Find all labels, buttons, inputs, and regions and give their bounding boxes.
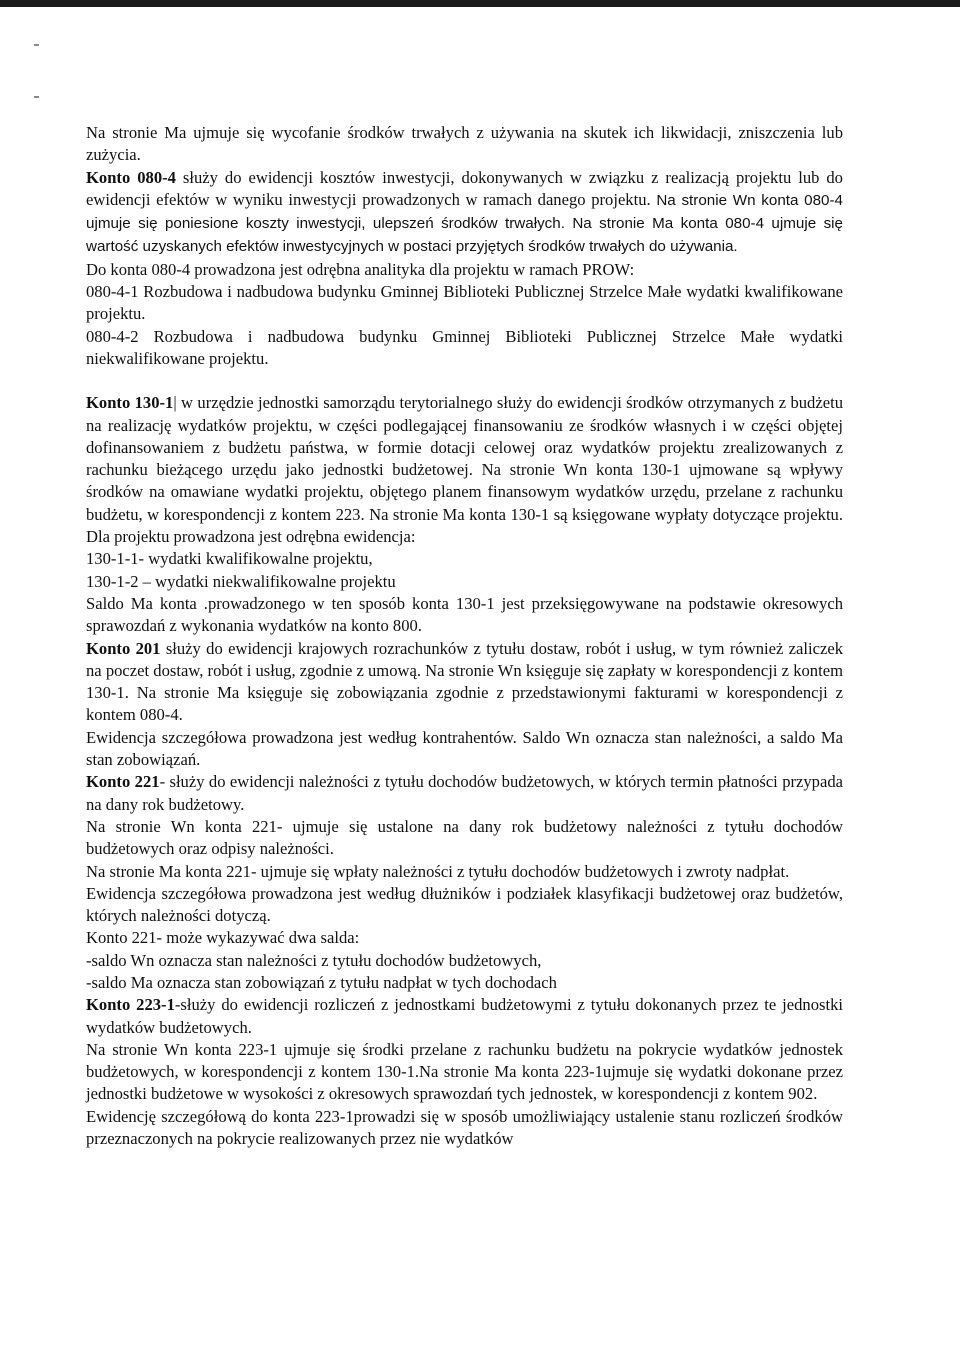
paragraph: Na stronie Wn konta 221- ujmuje się ustalone na dany rok budżetowy należności z tytułu dochodów budżetowych oraz odpisy należności.	[86, 816, 843, 859]
paragraph: Konto 221- służy do ewidencji należności z tytułu dochodów budżetowych, w których termin płatności przypada na dany rok budżetowy.	[86, 772, 844, 814]
document-body	[86, 122, 843, 1150]
paragraph: Na stronie Ma konta 221- ujmuje się wpłaty należności z tytułu dochodów budżetowych i zwroty nadpłat.	[86, 861, 790, 881]
paragraph: Konto 130-1| w urzędzie jednostki samorządu terytorialnego służy do ewidencji środków otrzymanych z budżetu na realizację wydatków projektu, w części podlegającej finansowaniu ze środków własnych i w części objętej dofinansowaniem z budżetu państwa, w formie dotacji celowej oraz wydatków projektu zrealizowanych z rachunku bieżącego urzędu jako jednostki budżetowej. Na stronie Wn konta 130-1 ujmowane są wpływy środków na omawiane wydatki projektu, objętego planem finansowym wydatków urzędu, przelane z rachunku budżetu, w korespondencji z kontem 223. Na stronie Ma konta 130-1 są księgowane wypłaty dotyczące projektu. Dla projektu prowadzona jest odrębna ewidencja:	[86, 393, 843, 547]
paragraph: Saldo Ma konta .prowadzonego w ten sposób konta 130-1 jest przeksięgowywane na podstawie okresowych sprawozdań z wykonania wydatków na konto 800.	[86, 593, 843, 636]
paragraph: 130-1-1- wydatki kwalifikowalne projektu,	[86, 549, 373, 569]
paragraph: Do konta 080-4 prowadzona jest odrębna analityka dla projektu w ramach PROW:	[86, 259, 635, 279]
paragraph: 130-1-2 – wydatki niekwalifikowalne projektu	[86, 571, 396, 591]
paragraph: -saldo Ma oznacza stan zobowiązań z tytułu nadpłat w tych dochodach	[86, 972, 557, 992]
paragraph: Ewidencja szczegółowa prowadzona jest według kontrahentów. Saldo Wn oznacza stan należności, a saldo Ma stan zobowiązań.	[86, 727, 843, 770]
paragraph: Konto 080-4 służy do ewidencji kosztów inwestycji, dokonywanych w związku z realizacją projektu lub do ewidencji efektów w wyniku inwestycji prowadzonych w ramach danego projektu. Na stronie Wn konta 080-4 ujmuje się poniesione koszty inwestycji, ulepszeń środków trwałych. Na stronie Ma konta 080-4 ujmuje się wartość uzyskanych efektów inwestycyjnych w postaci przyjętych środków trwałych do używania.	[86, 167, 844, 256]
scan-speck	[34, 96, 39, 98]
paragraph: Na stronie Wn konta 223-1 ujmuje się środki przelane z rachunku budżetu na pokrycie wydatków jednostek budżetowych, w korespondencji z kontem 130-1.Na stronie Ma konta 223-1ujmuje się wydatki dokonane przez jednostki budżetowe w wysokości z okresowych sprawozdań tych jednostek, w korespondencji z kontem 902.	[86, 1039, 843, 1104]
paragraph: 080-4-1 Rozbudowa i nadbudowa budynku Gminnej Biblioteki Publicznej Strzelce Małe wydatki kwalifikowane projektu.	[86, 282, 843, 324]
paragraph: 080-4-2 Rozbudowa i nadbudowa budynku Gminnej Biblioteki Publicznej Strzelce Małe wydatki niekwalifikowane projektu.	[86, 326, 843, 368]
paragraph: Na stronie Ma ujmuje się wycofanie środków trwałych z używania na skutek ich likwidacji, zniszczenia lub zużycia.	[86, 123, 843, 165]
scan-border	[0, 0, 960, 7]
paragraph: Konto 221- może wykazywać dwa salda:	[86, 928, 360, 948]
paragraph: Ewidencja szczegółowa prowadzona jest według dłużników i podziałek klasyfikacji budżetowej oraz budżetów, których należności dotyczą.	[86, 883, 843, 926]
paragraph: Ewidencję szczegółową do konta 223-1prowadzi się w sposób umożliwiający ustalenie stanu rozliczeń środków przeznaczonych na pokrycie realizowanych przez nie wydatków	[86, 1106, 843, 1149]
paragraph: Konto 201 służy do ewidencji krajowych rozrachunków z tytułu dostaw, robót i usług, w tym również zaliczek na poczet dostaw, robót i usług, zgodnie z umową. Na stronie Wn księguje się zapłaty w korespondencji z kontem 130-1. Na stronie Ma księguje się zobowiązania zgodnie z przedstawionymi fakturami w korespondencji z kontem 080-4.	[86, 638, 844, 725]
paragraph: Konto 223-1-służy do ewidencji rozliczeń z jednostkami budżetowymi z tytułu dokonanych przez te jednostki wydatków budżetowych.	[86, 995, 843, 1037]
paragraph: -saldo Wn oznacza stan należności z tytułu dochodów budżetowych,	[86, 950, 542, 970]
scan-speck	[34, 44, 39, 46]
